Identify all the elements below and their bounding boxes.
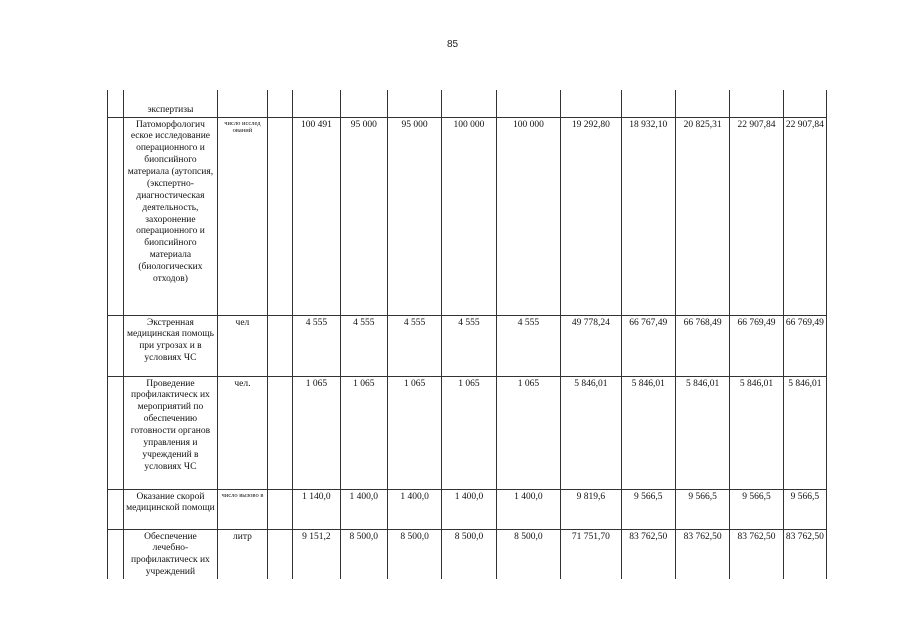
value-cell: 20 825,31 [675,117,729,315]
value-cell: 4 555 [387,315,441,376]
value-cell: 66 767,49 [621,315,675,376]
value-cell: 4 555 [340,315,387,376]
value-cell: 22 907,84 [783,117,826,315]
row-index-cell [108,315,124,376]
table-row [108,90,827,117]
indicator-name-cell: Экстренная медицинская помощь при угрозах и в условиях ЧС [124,315,218,376]
value-cell: 8 500,0 [496,529,560,579]
value-cell: 5 846,01 [675,376,729,489]
value-cell [293,90,340,117]
value-cell: 95 000 [340,117,387,315]
row-index-cell [108,489,124,529]
blank-cell [268,376,293,489]
value-cell: 1 140,0 [293,489,340,529]
row-index-cell [108,376,124,489]
blank-cell [268,315,293,376]
value-cell [675,90,729,117]
value-cell: 83 762,50 [730,529,783,579]
unit-cell: число вызово в [217,489,267,529]
value-cell: 100 491 [293,117,340,315]
value-cell: 1 065 [496,376,560,489]
value-cell: 1 400,0 [442,489,496,529]
value-cell [730,90,783,117]
indicator-name-cell: Обеспечение лечебно-профилактическ их учреждений [124,529,218,579]
value-cell: 8 500,0 [442,529,496,579]
blank-cell [268,529,293,579]
value-cell: 4 555 [442,315,496,376]
value-cell [621,90,675,117]
value-cell: 100 000 [442,117,496,315]
value-cell [340,90,387,117]
indicator-name-cell: экспертизы [124,90,218,117]
row-index-cell [108,529,124,579]
value-cell [496,90,560,117]
table-row [108,117,827,315]
value-cell: 9 566,5 [675,489,729,529]
value-cell: 8 500,0 [340,529,387,579]
blank-cell [268,489,293,529]
unit-cell: литр [217,529,267,579]
value-cell: 1 065 [293,376,340,489]
value-cell: 5 846,01 [561,376,621,489]
value-cell: 22 907,84 [730,117,783,315]
value-cell: 83 762,50 [783,529,826,579]
value-cell: 66 769,49 [783,315,826,376]
value-cell [561,90,621,117]
table-row [108,529,827,579]
value-cell: 1 400,0 [496,489,560,529]
blank-cell [268,90,293,117]
value-cell: 1 065 [340,376,387,489]
value-cell [387,90,441,117]
value-cell: 9 566,5 [783,489,826,529]
value-cell: 4 555 [496,315,560,376]
indicator-name-cell: Патоморфологич еское исследование операционного и биопсийного материала (аутопсия, (экспертно-диагностическая деятельность, захоронение операционного и биопсийного материала (биологических отходов) [124,117,218,315]
blank-cell [268,117,293,315]
row-index-cell [108,117,124,315]
value-cell: 1 065 [387,376,441,489]
unit-cell: число исслед ований [217,117,267,315]
value-cell: 66 769,49 [730,315,783,376]
value-cell: 5 846,01 [783,376,826,489]
value-cell: 5 846,01 [621,376,675,489]
value-cell: 83 762,50 [621,529,675,579]
value-cell: 49 778,24 [561,315,621,376]
value-cell: 9 566,5 [730,489,783,529]
value-cell: 4 555 [293,315,340,376]
value-cell: 1 400,0 [387,489,441,529]
value-cell: 19 292,80 [561,117,621,315]
value-cell: 5 846,01 [730,376,783,489]
value-cell: 100 000 [496,117,560,315]
row-index-cell [108,90,124,117]
value-cell: 66 768,49 [675,315,729,376]
unit-cell: чел [217,315,267,376]
value-cell: 9 566,5 [621,489,675,529]
unit-cell [217,90,267,117]
value-cell: 9 151,2 [293,529,340,579]
value-cell: 1 065 [442,376,496,489]
value-cell: 83 762,50 [675,529,729,579]
value-cell: 8 500,0 [387,529,441,579]
value-cell: 18 932,10 [621,117,675,315]
table-row [108,315,827,376]
value-cell [442,90,496,117]
unit-cell: чел. [217,376,267,489]
table-row [108,376,827,489]
data-table [107,90,827,579]
value-cell: 9 819,6 [561,489,621,529]
value-cell [783,90,826,117]
page-number: 85 [446,39,459,50]
value-cell: 95 000 [387,117,441,315]
indicator-name-cell: Проведение профилактическ их мероприятий по обеспечению готовности органов управления и учреждений в условиях ЧС [124,376,218,489]
value-cell: 1 400,0 [340,489,387,529]
table-row [108,489,827,529]
value-cell: 71 751,70 [561,529,621,579]
indicator-name-cell: Оказание скорой медицинской помощи [124,489,218,529]
